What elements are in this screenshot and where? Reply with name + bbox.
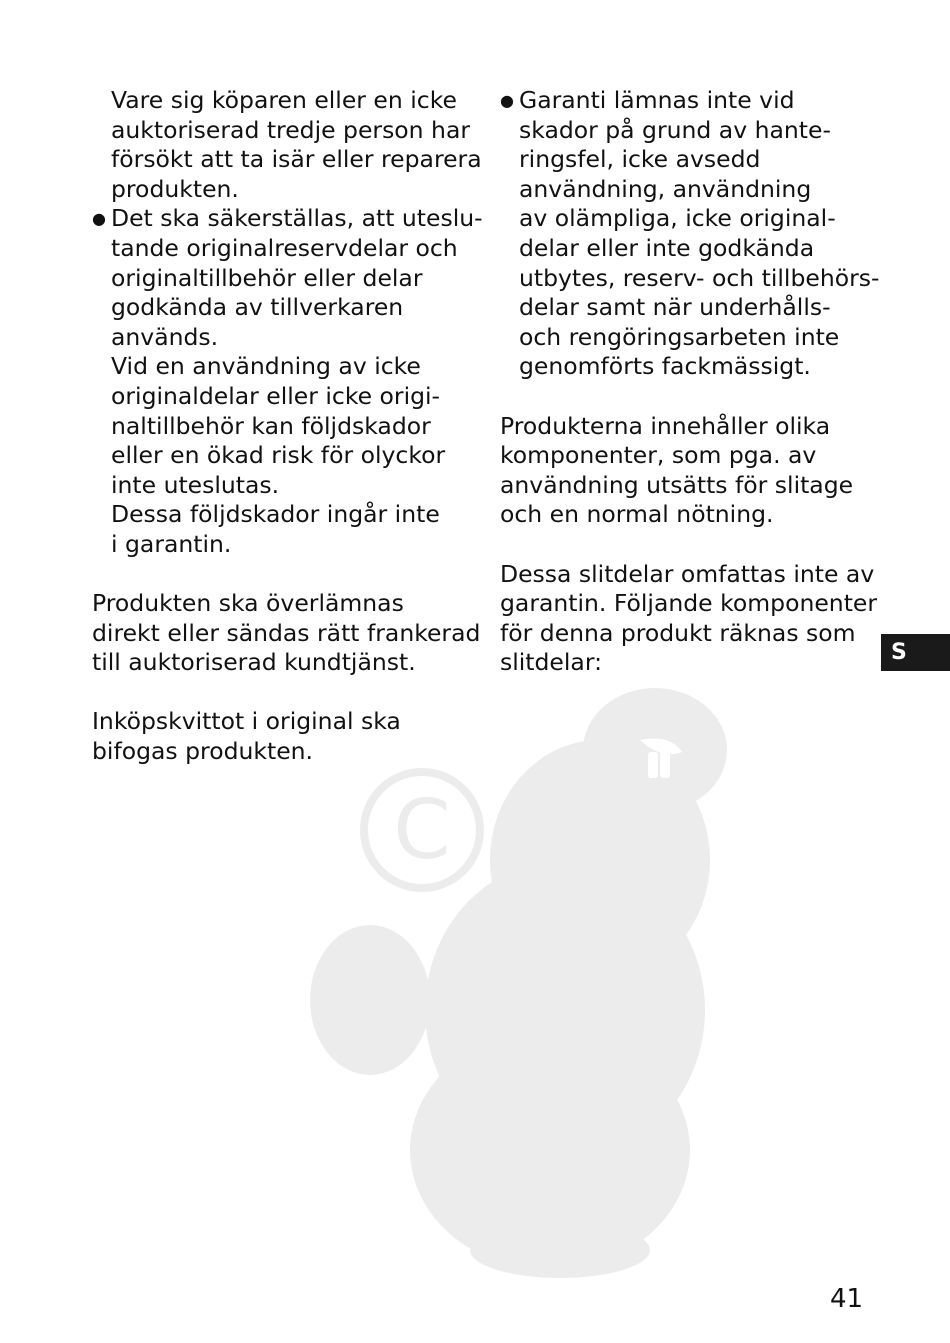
text-line: tande originalreservdelar och [111,233,458,262]
text-line: eller en ökad risk för olyckor [111,441,446,470]
text-line: skador på grund av hante- [519,115,831,144]
text-line: originaldelar eller icke origi- [111,381,441,410]
text-line: genomförts fackmässigt. [519,352,811,381]
text-line: utbytes, reserv- och tillbehörs- [519,263,880,292]
text-line: Produkten ska överlämnas [92,589,404,618]
text-line: av olämpliga, icke original- [519,204,836,233]
paragraph-gap [92,678,467,708]
text-line: garantin. Följande komponenter [500,589,878,618]
text-line: direkt eller sändas rätt frankerad [92,618,481,647]
svg-text:C: C [393,783,451,878]
text-line: användning, användning [519,174,812,203]
bullet-line: ● Garanti lämnas inte vid [500,86,872,116]
text-line: användning utsätts för slitage [500,470,854,499]
text-line: delar samt när underhålls- [519,293,831,322]
text-line: bifogas produkten. [92,737,314,766]
text-line: Produkterna innehåller olika [500,411,831,440]
text-line: och rengöringsarbeten inte [519,322,840,351]
bullet-line: ● Det ska säkerställas, att uteslu- [92,204,467,234]
text-line: godkända av tillverkaren [111,293,404,322]
text-line: auktoriserad tredje person har [111,115,471,144]
paragraph-gap [92,560,467,590]
text-line: försökt att ta isär eller reparera [111,145,482,174]
text-line: komponenter, som pga. av [500,441,817,470]
paragraph-gap [500,530,872,560]
text-line: inte uteslutas. [111,470,280,499]
text-line: till auktoriserad kundtjänst. [92,648,416,677]
text-line: Vare sig köparen eller en icke [111,86,457,114]
text-line: i garantin. [111,529,232,558]
text-line: Inköpskvittot i original ska [92,707,401,736]
text-line: för denna produkt räknas som [500,618,856,647]
page-number: 41 [830,1284,864,1314]
text-line: delar eller inte godkända [519,233,815,262]
text-line: Vid en användning av icke [111,352,421,381]
right-column [500,86,880,678]
left-column [92,86,483,767]
text-line: produkten. [111,174,239,203]
text-line: används. [111,322,219,351]
text-line: Dessa slitdelar omfattas inte av [500,559,875,588]
text-line: Dessa följdskador ingår inte [111,500,440,529]
text-line: naltillbehör kan följdskador [111,411,431,440]
beaver-watermark-icon [300,680,740,1280]
text-line: slitdelar: [500,648,602,677]
language-tab: S [881,634,950,671]
text-line: och en normal nötning. [500,500,774,529]
paragraph-gap [500,382,872,412]
text-line: originaltillbehör eller delar [111,263,423,292]
text-line: ringsfel, icke avsedd [519,145,761,174]
